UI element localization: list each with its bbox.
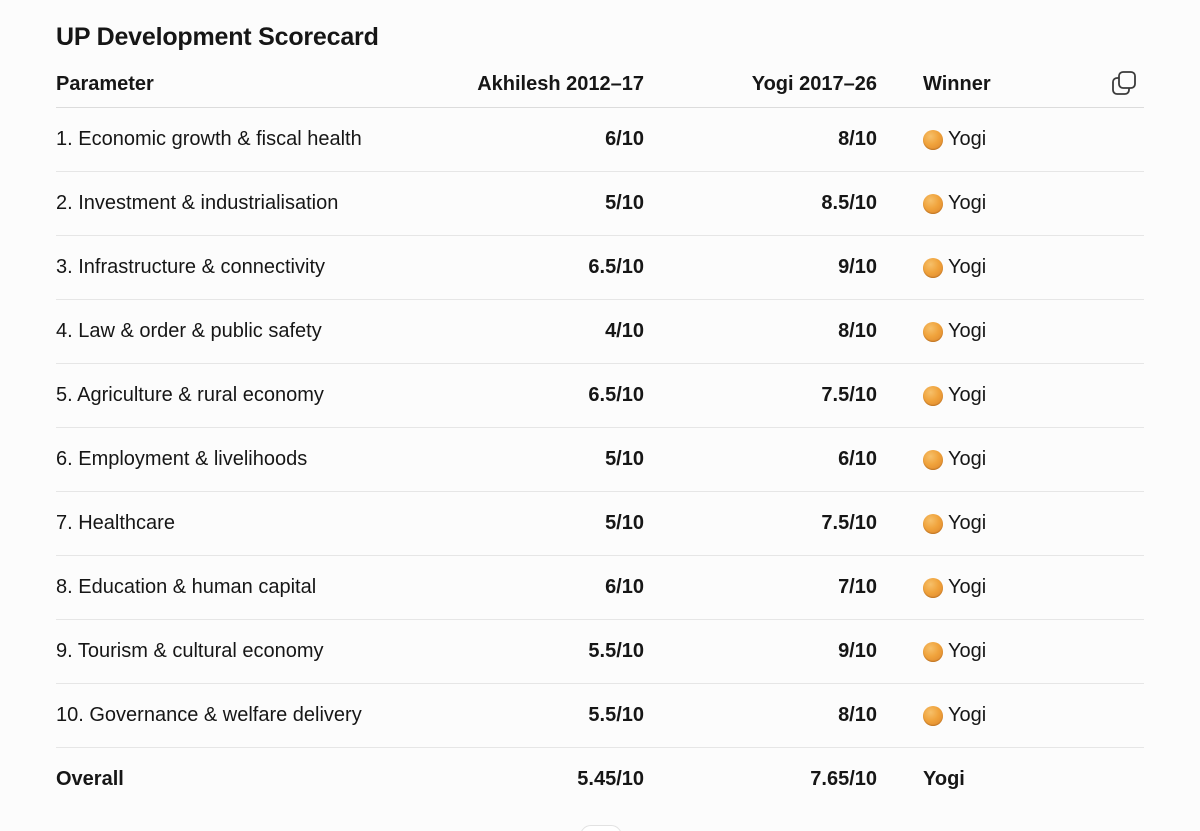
yogi-score-cell: 8.5/10 xyxy=(821,192,877,214)
overall-label: Overall xyxy=(56,768,124,790)
winner-name: Yogi xyxy=(948,128,987,150)
yogi-score-cell: 8/10 xyxy=(838,128,877,150)
orange-circle-icon xyxy=(923,450,943,470)
winner-name: Yogi xyxy=(948,512,987,534)
winner-name: Yogi xyxy=(948,384,987,406)
winner-cell xyxy=(923,684,986,747)
akhilesh-score-cell: 5.5/10 xyxy=(588,640,644,662)
parameter-cell: 6. Employment & livelihoods xyxy=(56,448,308,470)
winner-cell xyxy=(923,364,986,427)
yogi-score-cell: 6/10 xyxy=(838,448,877,470)
akhilesh-score-cell: 5/10 xyxy=(605,448,644,470)
orange-circle-icon xyxy=(923,258,943,278)
akhilesh-score-cell: 5/10 xyxy=(605,512,644,534)
winner-name: Yogi xyxy=(948,640,987,662)
orange-circle-icon xyxy=(923,130,943,150)
page-title: UP Development Scorecard xyxy=(56,23,379,51)
winner-cell xyxy=(923,236,986,299)
parameter-cell: 5. Agriculture & rural economy xyxy=(56,384,324,406)
table-row xyxy=(56,620,1144,684)
akhilesh-score-cell: 6/10 xyxy=(605,576,644,598)
orange-circle-icon xyxy=(923,706,943,726)
overall-row xyxy=(56,748,1144,811)
table-row xyxy=(56,428,1144,492)
scorecard-table xyxy=(56,62,1144,811)
winner-name: Yogi xyxy=(948,192,987,214)
parameter-cell: 3. Infrastructure & connectivity xyxy=(56,256,326,278)
parameter-cell: 7. Healthcare xyxy=(56,512,175,534)
parameter-cell: 10. Governance & welfare delivery xyxy=(56,704,362,726)
akhilesh-score-cell: 4/10 xyxy=(605,320,644,342)
yogi-score-cell: 9/10 xyxy=(838,640,877,662)
winner-name: Yogi xyxy=(948,256,987,278)
yogi-score-cell: 7.5/10 xyxy=(821,384,877,406)
table-row xyxy=(56,172,1144,236)
winner-cell xyxy=(923,108,986,171)
orange-circle-icon xyxy=(923,514,943,534)
header-yogi: Yogi 2017–26 xyxy=(751,73,877,95)
table-header-row xyxy=(56,62,1144,108)
yogi-score-cell: 9/10 xyxy=(838,256,877,278)
akhilesh-score-cell: 5/10 xyxy=(605,192,644,214)
orange-circle-icon xyxy=(923,386,943,406)
table-row xyxy=(56,364,1144,428)
yogi-score-cell: 7.5/10 xyxy=(821,512,877,534)
parameter-cell: 1. Economic growth & fiscal health xyxy=(56,128,362,150)
orange-circle-icon xyxy=(923,322,943,342)
winner-name: Yogi xyxy=(948,576,987,598)
akhilesh-score-cell: 5.5/10 xyxy=(588,704,644,726)
akhilesh-score-cell: 6.5/10 xyxy=(588,384,644,406)
overall-akhilesh-score: 5.45/10 xyxy=(577,768,644,790)
parameter-cell: 4. Law & order & public safety xyxy=(56,320,322,342)
table-row xyxy=(56,556,1144,620)
yogi-score-cell: 7/10 xyxy=(838,576,877,598)
akhilesh-score-cell: 6.5/10 xyxy=(588,256,644,278)
scroll-down-button[interactable] xyxy=(580,825,622,831)
winner-name: Yogi xyxy=(948,704,987,726)
winner-cell xyxy=(923,620,986,683)
winner-cell xyxy=(923,428,986,491)
overall-yogi-score: 7.65/10 xyxy=(810,768,877,790)
winner-cell xyxy=(923,172,986,235)
header-parameter: Parameter xyxy=(56,73,154,95)
table-row xyxy=(56,300,1144,364)
winner-cell xyxy=(923,300,986,363)
table-row xyxy=(56,684,1144,748)
winner-name: Yogi xyxy=(948,320,987,342)
table-row xyxy=(56,236,1144,300)
winner-cell xyxy=(923,492,986,555)
yogi-score-cell: 8/10 xyxy=(838,704,877,726)
orange-circle-icon xyxy=(923,194,943,214)
winner-cell xyxy=(923,556,986,619)
orange-circle-icon xyxy=(923,578,943,598)
parameter-cell: 8. Education & human capital xyxy=(56,576,317,598)
table-body xyxy=(56,108,1144,748)
orange-circle-icon xyxy=(923,642,943,662)
table-row xyxy=(56,108,1144,172)
parameter-cell: 2. Investment & industrialisation xyxy=(56,192,339,214)
yogi-score-cell: 8/10 xyxy=(838,320,877,342)
winner-name: Yogi xyxy=(948,448,987,470)
header-akhilesh: Akhilesh 2012–17 xyxy=(477,73,644,95)
table-row xyxy=(56,492,1144,556)
parameter-cell: 9. Tourism & cultural economy xyxy=(56,640,324,662)
akhilesh-score-cell: 6/10 xyxy=(605,128,644,150)
overall-winner: Yogi xyxy=(923,768,965,790)
header-winner: Winner xyxy=(923,73,991,95)
